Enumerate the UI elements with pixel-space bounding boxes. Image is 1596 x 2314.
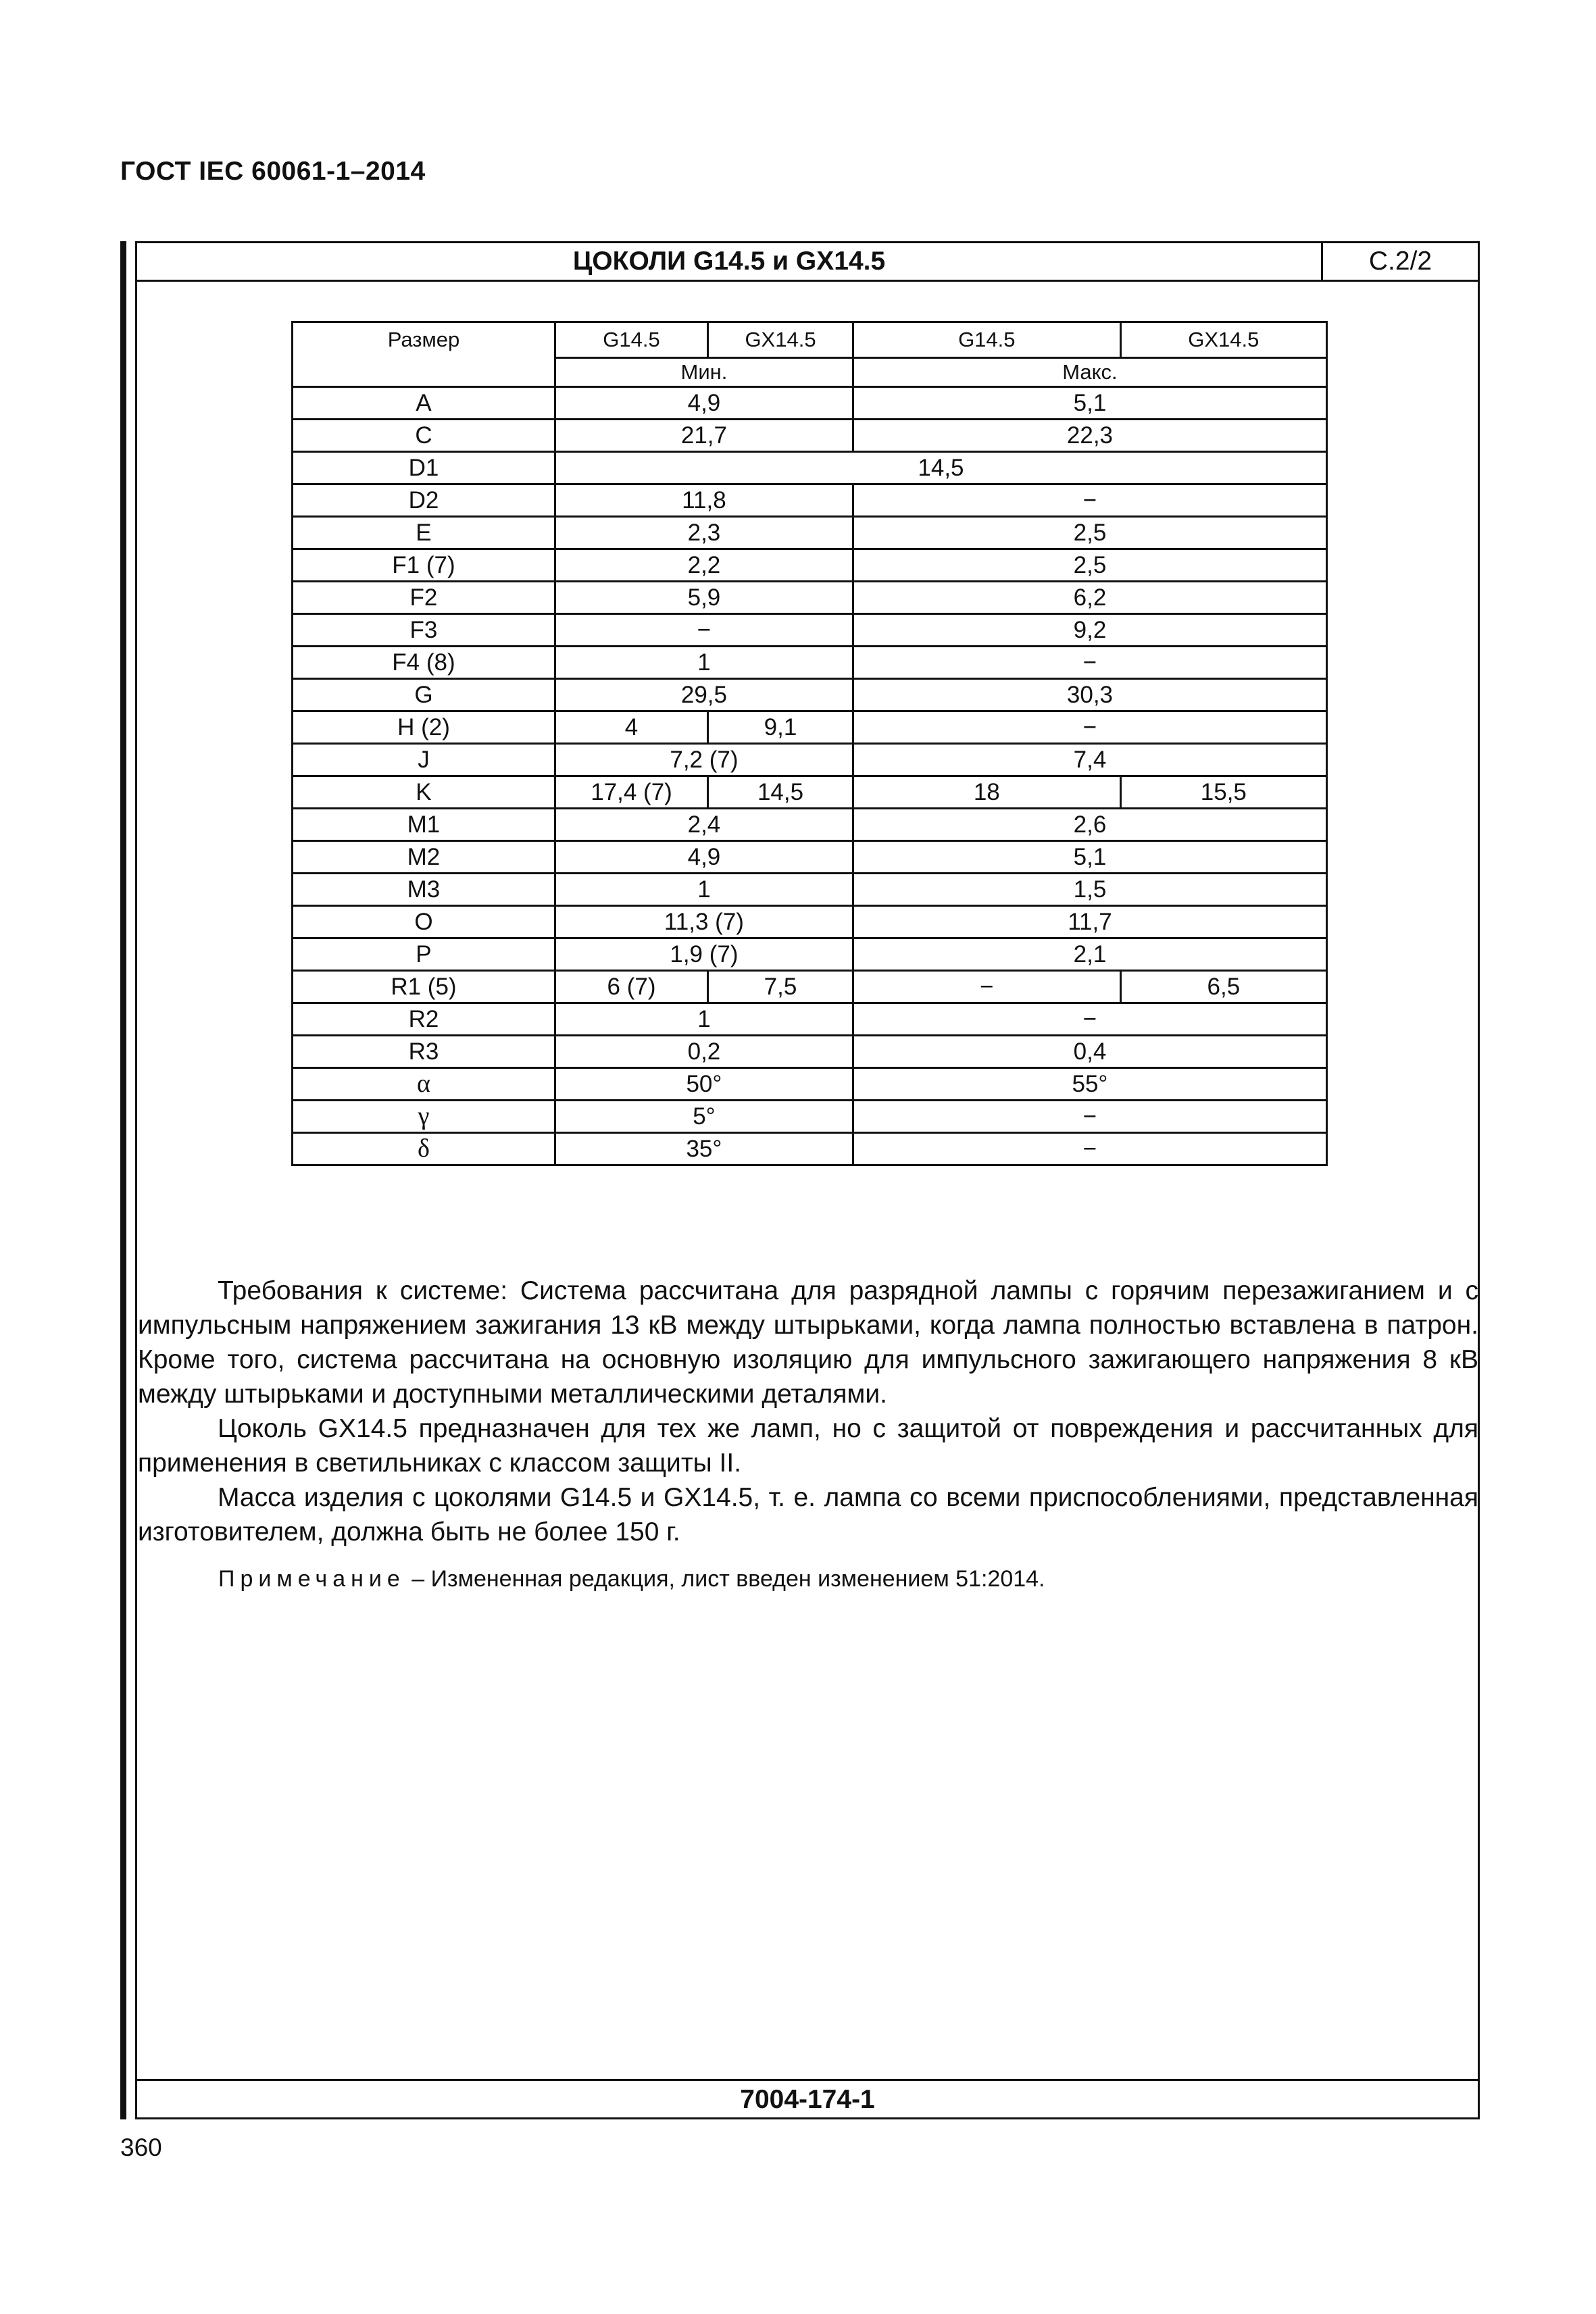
margin-bar bbox=[120, 241, 126, 2119]
value-max: − bbox=[853, 1133, 1326, 1165]
table-row bbox=[293, 1068, 1327, 1101]
table-row bbox=[293, 744, 1327, 776]
dimension-label: δ bbox=[293, 1133, 555, 1165]
table-row bbox=[293, 484, 1327, 517]
document-header: ГОСТ IEC 60061-1–2014 bbox=[120, 157, 426, 186]
value-min: 1 bbox=[555, 874, 853, 906]
paragraph-requirements: Требования к системе: Система рассчитана для разрядной лампы с горячим перезажиганием и с импульсным напряжением зажигания 13 кВ между штырьками, когда лампа полностью вставлена в патрон. Кроме того, система рассчитана на основную изоляцию для импульсного зажигающего напряжения 8 кВ между штырьками и доступными металлическими деталями. bbox=[138, 1276, 1478, 1409]
value-max: 30,3 bbox=[853, 679, 1326, 711]
value-min: 2,4 bbox=[555, 809, 853, 841]
dimension-label: K bbox=[293, 776, 555, 809]
table-row bbox=[293, 549, 1327, 582]
value-min-g145: 4 bbox=[555, 711, 707, 744]
page-number: 360 bbox=[120, 2134, 162, 2161]
value-min: 1 bbox=[555, 647, 853, 679]
value-min: 5° bbox=[555, 1101, 853, 1133]
dimension-label: F4 (8) bbox=[293, 647, 555, 679]
dimension-label: D2 bbox=[293, 484, 555, 517]
header-min: Мин. bbox=[555, 358, 853, 387]
system-requirements-text bbox=[137, 1274, 1480, 1549]
table-row bbox=[293, 841, 1327, 874]
table-row bbox=[293, 614, 1327, 647]
dimension-label: P bbox=[293, 938, 555, 971]
value-max: 1,5 bbox=[853, 874, 1326, 906]
value-max: 11,7 bbox=[853, 906, 1326, 938]
value-max: − bbox=[853, 1003, 1326, 1036]
dimension-label: M2 bbox=[293, 841, 555, 874]
value-max: 2,1 bbox=[853, 938, 1326, 971]
value-all: 14,5 bbox=[555, 452, 1326, 484]
value-min: 7,2 (7) bbox=[555, 744, 853, 776]
header-gx145-min: GX14.5 bbox=[708, 322, 853, 358]
header-max: Макс. bbox=[853, 358, 1326, 387]
dimension-label: F2 bbox=[293, 582, 555, 614]
table-row bbox=[293, 387, 1327, 420]
note-label: Примечание bbox=[218, 1566, 405, 1592]
value-min-g145: 17,4 (7) bbox=[555, 776, 707, 809]
sheet-page-label: С.2/2 bbox=[1368, 247, 1432, 276]
table-row bbox=[293, 1036, 1327, 1068]
table-row bbox=[293, 906, 1327, 938]
header-g145-min: G14.5 bbox=[555, 322, 707, 358]
table-row bbox=[293, 679, 1327, 711]
dimensions-table bbox=[291, 321, 1328, 1166]
dimension-label: F3 bbox=[293, 614, 555, 647]
value-max: 5,1 bbox=[853, 841, 1326, 874]
dimension-label: M1 bbox=[293, 809, 555, 841]
value-min: 2,2 bbox=[555, 549, 853, 582]
value-min: 1,9 (7) bbox=[555, 938, 853, 971]
table-row bbox=[293, 776, 1327, 809]
value-min: 11,3 (7) bbox=[555, 906, 853, 938]
value-max: 0,4 bbox=[853, 1036, 1326, 1068]
dimension-label: H (2) bbox=[293, 711, 555, 744]
value-min: 11,8 bbox=[555, 484, 853, 517]
value-min: 2,3 bbox=[555, 517, 853, 549]
sheet-code: 7004-174-1 bbox=[740, 2085, 875, 2114]
value-min-gx145: 14,5 bbox=[708, 776, 853, 809]
paragraph-gx-base: Цоколь GX14.5 предназначен для тех же ламп, но с защитой от повреждения и рассчитанных для применения в светильниках с классом защиты II. bbox=[138, 1414, 1478, 1478]
dimension-label: γ bbox=[293, 1101, 555, 1133]
table-row bbox=[293, 420, 1327, 452]
value-min: 4,9 bbox=[555, 841, 853, 874]
value-min: 0,2 bbox=[555, 1036, 853, 1068]
sheet-title-row bbox=[137, 243, 1478, 282]
value-min: 50° bbox=[555, 1068, 853, 1101]
value-max-gx145: 15,5 bbox=[1120, 776, 1326, 809]
value-min: 21,7 bbox=[555, 420, 853, 452]
table-header-row bbox=[293, 322, 1327, 358]
table-row bbox=[293, 452, 1327, 484]
table-row bbox=[293, 1003, 1327, 1036]
table-row bbox=[293, 809, 1327, 841]
value-min: 1 bbox=[555, 1003, 853, 1036]
dimension-label: D1 bbox=[293, 452, 555, 484]
value-min: 5,9 bbox=[555, 582, 853, 614]
value-min: 4,9 bbox=[555, 387, 853, 420]
value-max: 55° bbox=[853, 1068, 1326, 1101]
header-size: Размер bbox=[293, 322, 555, 387]
dimension-label: O bbox=[293, 906, 555, 938]
dimension-label: F1 (7) bbox=[293, 549, 555, 582]
value-max-g145: 18 bbox=[853, 776, 1120, 809]
value-min: − bbox=[555, 614, 853, 647]
table-row bbox=[293, 582, 1327, 614]
value-max: 2,5 bbox=[853, 517, 1326, 549]
value-min: 35° bbox=[555, 1133, 853, 1165]
dimension-label: J bbox=[293, 744, 555, 776]
dimensions-table-body bbox=[293, 322, 1327, 1165]
dimension-label: R1 (5) bbox=[293, 971, 555, 1003]
paragraph-mass: Масса изделия с цоколями G14.5 и GX14.5, т. е. лампа со всеми приспособлениями, представленная изготовителем, должна быть не более 150 г. bbox=[138, 1483, 1478, 1546]
dimension-label: C bbox=[293, 420, 555, 452]
note-text: – Измененная редакция, лист введен изменением 51:2014. bbox=[405, 1566, 1045, 1592]
table-row bbox=[293, 971, 1327, 1003]
dimension-label: R3 bbox=[293, 1036, 555, 1068]
value-max: 22,3 bbox=[853, 420, 1326, 452]
value-max: 6,2 bbox=[853, 582, 1326, 614]
sheet-footer-row bbox=[137, 2079, 1478, 2117]
value-max: − bbox=[853, 647, 1326, 679]
value-max: − bbox=[853, 1101, 1326, 1133]
value-max-gx145: 6,5 bbox=[1120, 971, 1326, 1003]
value-min: 29,5 bbox=[555, 679, 853, 711]
value-max: 9,2 bbox=[853, 614, 1326, 647]
header-g145-max: G14.5 bbox=[853, 322, 1120, 358]
sheet-title: ЦОКОЛИ G14.5 и GX14.5 bbox=[572, 247, 886, 276]
value-max: 5,1 bbox=[853, 387, 1326, 420]
value-max: − bbox=[853, 484, 1326, 517]
dimension-label: R2 bbox=[293, 1003, 555, 1036]
value-max: − bbox=[853, 711, 1326, 744]
value-max: 2,6 bbox=[853, 809, 1326, 841]
value-max: 7,4 bbox=[853, 744, 1326, 776]
dimension-label: M3 bbox=[293, 874, 555, 906]
value-min-gx145: 7,5 bbox=[708, 971, 853, 1003]
table-row bbox=[293, 1101, 1327, 1133]
table-row bbox=[293, 517, 1327, 549]
dimension-label: α bbox=[293, 1068, 555, 1101]
value-min-g145: 6 (7) bbox=[555, 971, 707, 1003]
dimension-label: A bbox=[293, 387, 555, 420]
dimension-label: G bbox=[293, 679, 555, 711]
value-max: 2,5 bbox=[853, 549, 1326, 582]
dimension-label: E bbox=[293, 517, 555, 549]
table-row bbox=[293, 874, 1327, 906]
value-min-gx145: 9,1 bbox=[708, 711, 853, 744]
value-max-g145: − bbox=[853, 971, 1120, 1003]
note bbox=[218, 1564, 1045, 1594]
table-row bbox=[293, 1133, 1327, 1165]
table-row bbox=[293, 711, 1327, 744]
sheet-frame bbox=[135, 241, 1480, 2119]
table-row bbox=[293, 647, 1327, 679]
header-gx145-max: GX14.5 bbox=[1120, 322, 1326, 358]
table-row bbox=[293, 938, 1327, 971]
